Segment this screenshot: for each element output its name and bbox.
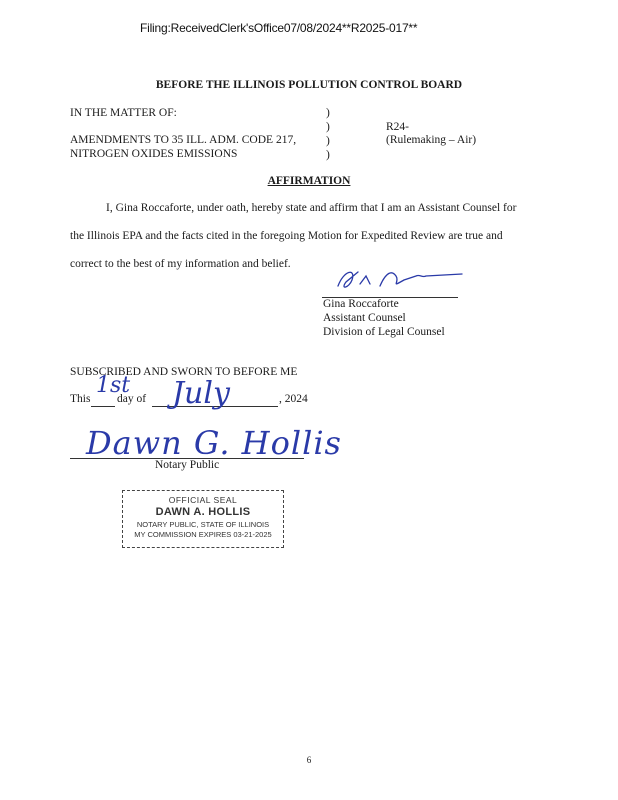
- year-suffix: , 2024: [279, 393, 308, 405]
- filing-stamp: Filing:ReceivedClerk'sOffice07/08/2024**R2025-017**: [140, 21, 418, 35]
- signatory-name: Gina Roccaforte: [323, 298, 399, 310]
- seal-line-3: NOTARY PUBLIC, STATE OF ILLINOIS: [136, 520, 270, 529]
- body-line: the Illinois EPA and the facts cited in the foregoing Motion for Expedited Review are true and: [70, 230, 503, 242]
- docket-number: R24-: [386, 121, 409, 133]
- body-line: correct to the best of my information and belief.: [70, 258, 291, 270]
- notary-seal: [122, 490, 284, 548]
- body-line: I, Gina Roccaforte, under oath, hereby state and affirm that I am an Assistant Counsel for: [106, 202, 517, 214]
- caption-paren: ): [326, 107, 330, 119]
- day-of-label: day of: [117, 393, 147, 405]
- caption-line: AMENDMENTS TO 35 ILL. ADM. CODE 217,: [70, 134, 297, 146]
- signatory-title: Assistant Counsel: [323, 312, 406, 324]
- caption-paren: ): [326, 135, 330, 147]
- notary-label: Notary Public: [155, 459, 220, 471]
- document-title: BEFORE THE ILLINOIS POLLUTION CONTROL BOARD: [155, 79, 463, 91]
- caption-line: IN THE MATTER OF:: [70, 107, 177, 119]
- day-line: [91, 406, 115, 407]
- section-heading: AFFIRMATION: [267, 175, 351, 187]
- seal-line-2: DAWN A. HOLLIS: [155, 506, 251, 518]
- this-label: This: [70, 393, 91, 405]
- day-handwritten: 1st: [96, 373, 131, 398]
- subscribed-line: SUBSCRIBED AND SWORN TO BEFORE ME: [70, 366, 298, 378]
- caption-paren: ): [326, 149, 330, 161]
- month-handwritten: July: [172, 376, 230, 411]
- seal-line-4: MY COMMISSION EXPIRES 03-21-2025: [134, 530, 272, 539]
- signatory-division: Division of Legal Counsel: [323, 326, 445, 338]
- docket-type: (Rulemaking – Air): [386, 134, 477, 146]
- caption-paren: ): [326, 121, 330, 133]
- seal-line-1: OFFICIAL SEAL: [168, 495, 238, 505]
- caption-line: NITROGEN OXIDES EMISSIONS: [70, 148, 238, 160]
- notary-signature: Dawn G. Hollis: [86, 424, 342, 462]
- signature-ink: [330, 262, 470, 296]
- page-number: 6: [306, 755, 312, 765]
